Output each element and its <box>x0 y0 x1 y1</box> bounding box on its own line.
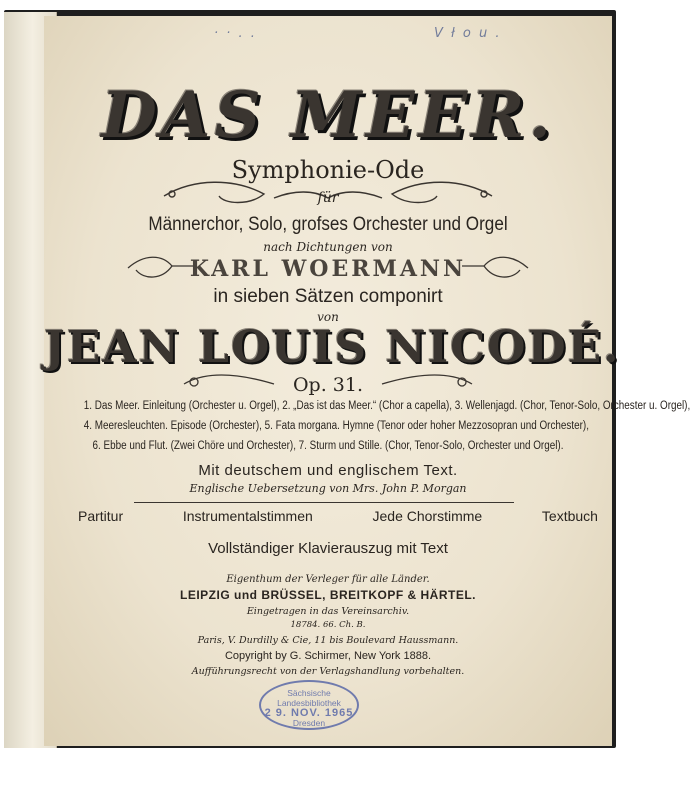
stamp-line-2: Landesbibliothek <box>277 698 341 708</box>
performance-rights: Aufführungsrecht von der Verlagshandlung vorbehalten. <box>191 666 465 677</box>
movements-line-1: 1. Das Meer. Einleitung (Orchester u. Orgel), 2. „Das ist das Meer.“ (Chor a capella), 3. Wellenjagd. (Chor, Tenor-Solo, Orchester u. Orgel), <box>83 400 690 412</box>
publisher: LEIPZIG und BRÜSSEL, BREITKOPF & HÄRTEL. <box>180 588 476 602</box>
title-page <box>44 16 690 746</box>
movements-line-3: 6. Ebbe und Flut. (Zwei Chöre und Orchester), 7. Sturm und Stille. (Chor, Tenor-Solo, Orchester und Orgel). <box>92 440 564 452</box>
pencil-marks-right: V ł o u . <box>434 26 502 41</box>
plate-number: 18784. 66. Ch. B. <box>290 620 366 630</box>
edition-instrumentalstimmen: Instrumentalstimmen <box>182 508 313 524</box>
pencil-marks-left: · · . . <box>214 26 257 41</box>
nach-dichtungen: nach Dichtungen von <box>263 240 393 254</box>
stamp-city: Dresden <box>292 718 326 728</box>
composer-name: JEAN LOUIS NICODÉ. <box>44 322 621 373</box>
subtitle: Symphonie-Ode <box>231 156 425 184</box>
edition-partitur: Partitur <box>78 508 124 524</box>
main-title: DAS MEER. <box>101 78 555 153</box>
library-stamp <box>259 680 359 730</box>
opus-number: Op. 31. <box>292 374 364 396</box>
fuer-line: für <box>317 190 339 206</box>
registration-note: Eingetragen in das Vereinsarchiv. <box>246 606 410 617</box>
edition-chorstimme: Jede Chorstimme <box>372 508 483 524</box>
edition-textbuch: Textbuch <box>541 508 598 524</box>
movements-count: in sieben Sätzen componirt <box>213 286 443 307</box>
von-line: von <box>317 310 339 324</box>
divider <box>134 502 514 503</box>
language-note: Mit deutschem und englischem Text. <box>198 462 458 479</box>
paris-agent: Paris, V. Durdilly & Cie, 11 bis Boulevard Haussmann. <box>197 635 459 646</box>
ownership-note: Eigenthum der Verleger für alle Länder. <box>226 574 430 585</box>
copyright: Copyright by G. Schirmer, New York 1888. <box>224 650 432 662</box>
stamp-line-1: Sächsische <box>287 688 331 698</box>
piano-reduction: Vollständiger Klavierauszug mit Text <box>208 540 448 557</box>
stamp-date: 2 9. NOV. 1965 <box>264 707 354 719</box>
translation-credit: Englische Uebersetzung von Mrs. John P. Morgan <box>189 482 467 495</box>
poet-name: KARL WOERMANN <box>189 256 467 282</box>
instrumentation: Männerchor, Solo, grofses Orchester und Orgel <box>148 214 508 235</box>
movements-line-2: 4. Meeresleuchten. Episode (Orchester), 5. Fata morgana. Hymne (Tenor oder hoher Mezzosopran und Orchester), <box>83 420 589 432</box>
editions-row <box>78 508 598 524</box>
